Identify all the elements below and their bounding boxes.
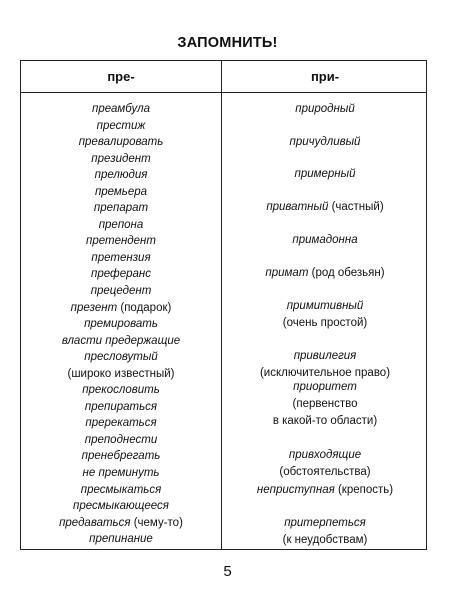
pri-word: природный — [295, 103, 355, 115]
pri-word-group — [222, 101, 428, 118]
pre-word: препарат — [93, 202, 149, 215]
pre-word: прелюдия — [94, 169, 148, 182]
pre-word: преподнести — [84, 433, 158, 446]
pri-word-group — [222, 482, 428, 499]
pri-word-note: (исключительное право) — [259, 367, 391, 379]
pre-word-row — [21, 531, 221, 548]
pre-word-row — [21, 349, 221, 366]
pri-word: привходящие — [288, 449, 362, 461]
pre-word: преферанс — [91, 268, 151, 281]
pre-word: претендент — [86, 235, 156, 248]
pre-word-row — [21, 217, 221, 234]
pre-word: предаваться — [59, 516, 131, 529]
pri-word: причудливый — [289, 136, 361, 148]
pri-word-row — [222, 532, 428, 549]
pri-word: приоритет — [293, 381, 357, 393]
pre-word-row — [21, 515, 221, 532]
pri-word-row — [222, 166, 428, 183]
pri-word: неприступная — [256, 484, 335, 496]
pre-word: пререкаться — [85, 417, 157, 430]
pre-word: пресмыкающееся — [73, 500, 169, 513]
pri-word-note: (крепость) — [337, 484, 394, 496]
pri-word-row — [222, 265, 428, 282]
pre-word: премьера — [94, 185, 148, 198]
pri-word-note: (частный) — [331, 201, 384, 213]
pri-word-group — [222, 515, 428, 549]
pre-word-row — [21, 432, 221, 449]
pre-word-row — [21, 482, 221, 499]
pri-word-row — [222, 482, 428, 499]
pri-word-row — [222, 101, 428, 118]
pri-word-group — [222, 166, 428, 183]
pri-word-row — [222, 447, 428, 464]
pre-word-row — [21, 333, 221, 350]
pri-word-group — [222, 298, 428, 332]
pre-word: пресловутый — [84, 351, 158, 364]
pre-word-row — [21, 200, 221, 217]
pre-words-column — [21, 101, 221, 548]
pre-word: превалировать — [78, 136, 164, 149]
pri-word-group — [222, 447, 428, 481]
pre-word-row — [21, 399, 221, 416]
pri-word-row — [222, 396, 428, 413]
pre-word-row — [21, 448, 221, 465]
pre-word: престиж — [96, 119, 146, 132]
pri-word-note: (род обезьян) — [311, 267, 385, 279]
pre-word: не преминуть — [82, 467, 160, 480]
pre-word: презент — [70, 301, 118, 314]
pre-word-note: (подарок) — [120, 301, 172, 314]
pri-word-row — [222, 379, 428, 396]
pri-word-group — [222, 232, 428, 249]
pri-word-note: (первенство — [292, 398, 358, 410]
pri-word-row — [222, 298, 428, 315]
header-pri: при- — [310, 69, 340, 84]
pre-word-row — [21, 101, 221, 118]
header-pre: пре- — [107, 69, 135, 84]
header-divider — [21, 92, 426, 93]
pri-word-note: (очень простой) — [282, 317, 368, 329]
pre-word: премировать — [84, 318, 158, 331]
pre-word-row — [21, 300, 221, 317]
pre-word-row — [21, 283, 221, 300]
pri-word-group — [222, 348, 428, 382]
pri-word: приватный — [266, 201, 329, 213]
pre-word-row — [21, 184, 221, 201]
pre-word-row — [21, 134, 221, 151]
pre-word-row — [21, 366, 221, 383]
pri-word: примат — [265, 267, 309, 279]
pre-word-note: (чему-то) — [133, 516, 183, 529]
pri-word-group — [222, 199, 428, 216]
pre-word-row — [21, 415, 221, 432]
pri-word-row — [222, 232, 428, 249]
pre-word: преамбула — [92, 103, 150, 115]
pre-word: пренебрегать — [81, 450, 161, 463]
pre-word: президент — [91, 152, 151, 165]
pre-word: пресмыкаться — [80, 483, 162, 496]
pre-word: прецедент — [90, 285, 152, 298]
pri-word-note: в какой-то области) — [272, 415, 378, 427]
pri-word-note: (обстоятельства) — [279, 466, 371, 478]
pre-word-row — [21, 498, 221, 515]
pri-word-row — [222, 134, 428, 151]
page-title: ЗАПОМНИТЬ! — [177, 35, 278, 51]
pre-word-row — [21, 266, 221, 283]
pri-word-group — [222, 379, 428, 430]
pri-word: примитивный — [286, 300, 364, 312]
pri-word-row — [222, 464, 428, 481]
pre-word: претензия — [91, 251, 151, 264]
pre-word: препона — [98, 218, 144, 231]
pre-word-row — [21, 316, 221, 333]
page-number: 5 — [223, 563, 232, 580]
pri-word: привилегия — [293, 350, 357, 362]
pri-word-group — [222, 134, 428, 151]
pre-word: прекословить — [82, 384, 160, 397]
pre-word: препинание — [89, 533, 153, 546]
pri-word-group — [222, 265, 428, 282]
pre-word-row — [21, 151, 221, 168]
pre-word-row — [21, 250, 221, 267]
pre-word-row — [21, 465, 221, 482]
pre-word: препираться — [84, 400, 158, 413]
pri-word: примадонна — [292, 234, 358, 246]
pri-word: притерпеться — [284, 517, 366, 529]
pri-word-row — [222, 515, 428, 532]
pri-word-note: (к неудобствам) — [282, 534, 368, 546]
pre-word-row — [21, 167, 221, 184]
pre-word-row — [21, 118, 221, 135]
pri-word-row — [222, 413, 428, 430]
pri-word: примерный — [294, 168, 356, 180]
spelling-table — [20, 60, 427, 550]
pre-word-row — [21, 233, 221, 250]
pri-word-row — [222, 348, 428, 365]
pre-word-row — [21, 382, 221, 399]
pre-word: власти предержащие — [61, 334, 181, 347]
pri-word-row — [222, 315, 428, 332]
pre-word-note: (широко известный) — [67, 367, 175, 380]
pri-word-row — [222, 199, 428, 216]
